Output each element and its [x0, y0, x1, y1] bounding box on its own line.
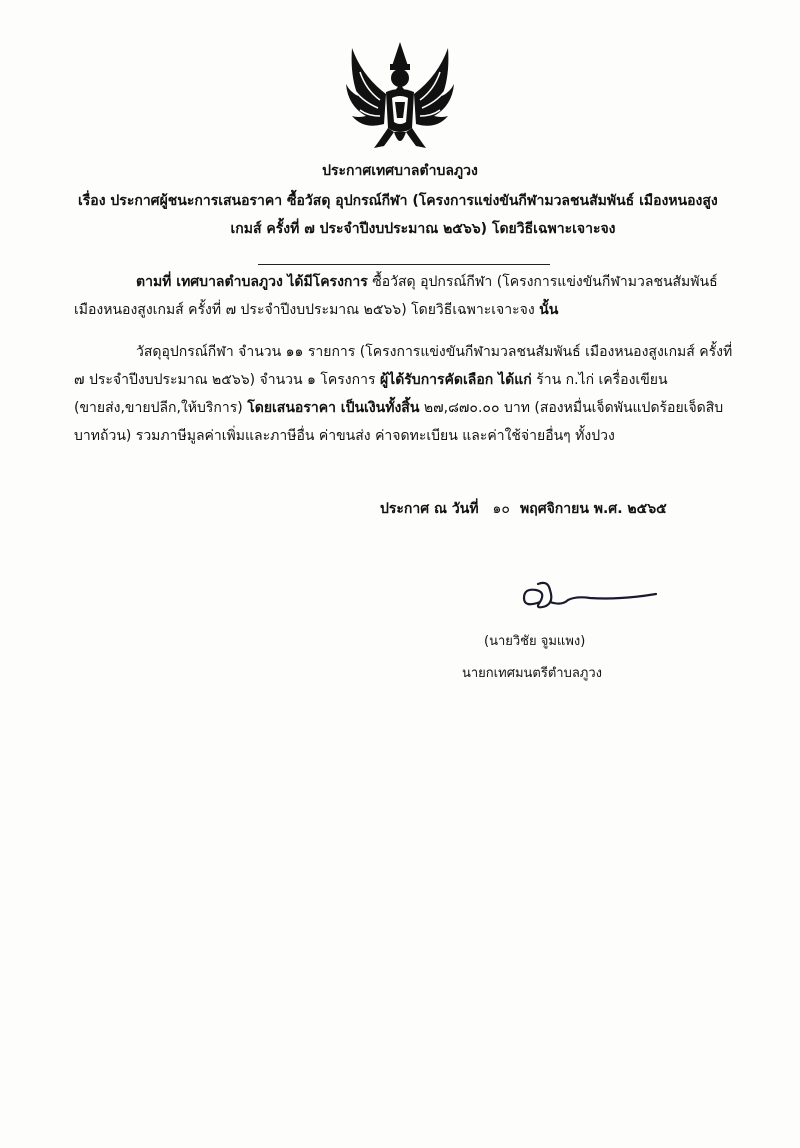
- p2-price-label: โดยเสนอราคา เป็นเงินทั้งสิ้น: [247, 400, 420, 416]
- announce-month-year: พฤศจิกายน พ.ศ. ๒๕๖๕: [519, 501, 667, 517]
- p1-end: นั้น: [539, 302, 559, 318]
- document-subject: [78, 187, 738, 243]
- announcement-date: [380, 498, 667, 520]
- subject-line-2: เกมส์ ครั้งที่ ๗ ประจำปีงบประมาณ ๒๕๖๖) โดยวิธีเฉพาะเจาะจง: [230, 221, 616, 237]
- signer-position: นายกเทศมนตรีตำบลภูวง: [462, 666, 602, 681]
- garuda-emblem-icon: [340, 36, 460, 156]
- p2-winner: ร้าน ก.ไก่ เครื่องเขียน (ขายส่ง,ขายปลีก,ให้บริการ): [74, 372, 668, 416]
- document-title: ประกาศเทศบาลตำบลภูวง: [322, 163, 478, 179]
- announce-day: ๑๐: [492, 501, 510, 517]
- p2-price: ๒๗,๘๗๐.๐๐ บาท (สองหมื่นเจ็ดพันแปดร้อยเจ็ดสิบบาทถ้วน) รวมภาษีมูลค่าเพิ่มและภาษีอื่น ค่าขนส่ง ค่าจดทะเบียน และค่าใช้จ่ายอื่นๆ ทั้งปวง: [74, 400, 724, 444]
- p2-part-1: วัสดุอุปกรณ์กีฬา จำนวน ๑๑ รายการ (โครงการแข่งขันกีฬามวลชนสัมพันธ์ เมืองหนองสูงเกมส์ ครั้งที่ ๗ ประจำปีงบประมาณ ๒๕๖๖) จำนวน ๑ โครงการ: [74, 344, 733, 388]
- signer-name: (นายวิชัย จูมแพง): [484, 634, 586, 649]
- paragraph-1: [74, 268, 734, 324]
- announce-prefix: ประกาศ ณ วันที่: [380, 501, 479, 517]
- title-divider: [258, 264, 550, 265]
- paragraph-2: [74, 338, 734, 450]
- p1-lead: ตามที่ เทศบาลตำบลภูวง: [136, 274, 283, 290]
- p1-body: ซื้อวัสดุ อุปกรณ์กีฬา (โครงการแข่งขันกีฬามวลชนสัมพันธ์ เมืองหนองสูงเกมส์ ครั้งที่ ๗ ประจำปีงบประมาณ ๒๕๖๖) โดยวิธีเฉพาะเจาะจง: [74, 274, 718, 318]
- p1-emphasis: ได้มีโครงการ: [287, 274, 368, 290]
- signature-mark: [510, 572, 660, 616]
- p2-winner-label: ผู้ได้รับการคัดเลือก ได้แก่: [379, 372, 532, 388]
- subject-line-1: เรื่อง ประกาศผู้ชนะการเสนอราคา ซื้อวัสดุ อุปกรณ์กีฬา (โครงการแข่งขันกีฬามวลชนสัมพันธ์ เมืองหนองสูง: [78, 193, 718, 209]
